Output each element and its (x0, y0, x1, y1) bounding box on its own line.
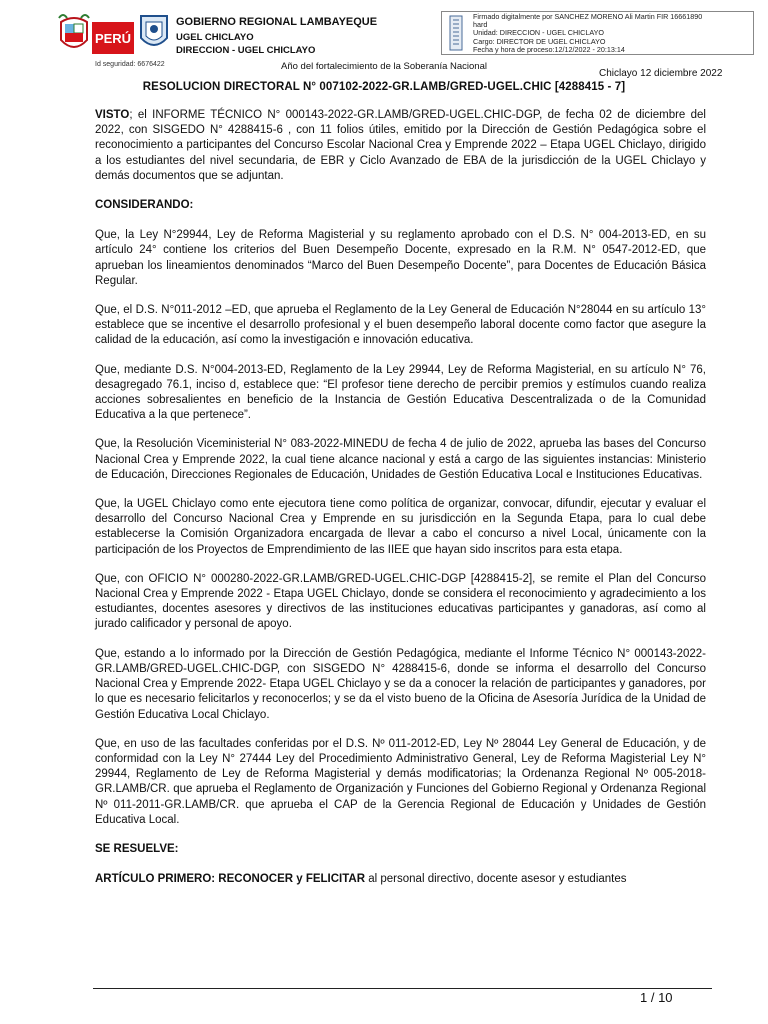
visto-paragraph (95, 108, 706, 184)
paragraph-rvm-083-2022: Que, la Resolución Viceministerial N° 083-2022-MINEDU de fecha 4 de julio de 2022, aprueba las bases del Concurso Nacional Crea y Emprende 2022, la cual tiene alcance nacional y está a cargo de las siguientes instancias: Ministerio de Educación, Direcciones Regionales de Educación, Unidades de Gestión Educativa Local e Instituciones Educativas. (95, 438, 706, 481)
lambayeque-crest-icon (138, 12, 170, 54)
page-number: 1 / 10 (640, 990, 673, 1005)
year-motto: Año del fortalecimiento de la Soberanía Nacional (281, 61, 487, 72)
paragraph-ds-004-2013: Que, mediante D.S. N°004-2013-ED, Reglamento de la Ley 29944, Ley de Reforma Magisterial, en su artículo N° 76, desagregado 76.1, inciso d, establece que: “El profesor tiene derecho de percibir premios y estímulos cuando realiza acciones sobresalientes en beneficio de la Instancia de Gestión Educativa Descentralizada o de la Comunidad Educativa a la que pertenece”. (95, 363, 706, 422)
paragraph-ds-011-2012: Que, el D.S. N°011-2012 –ED, que aprueba el Reglamento de la Ley General de Educación N°28044 en su artículo 13° establece que se incentive el desarrollo profesional y el buen desempeño laboral docente como factor que asegure la calidad de la educación, así como la investigación e innovación educativa. (95, 304, 706, 347)
paragraph-ley-29944: Que, la Ley N°29944, Ley de Reforma Magisterial y su reglamento aprobado con el D.S. N° 004-2013-ED, en su artículo 24° contiene los criterios del Buen Desempeño Docente, expresado en la R.M. N° 0547-2012-ED, que aprueban los lineamientos denominados “Marco del Buen Desempeño Docente”, para Docentes de Educación Básica Regular. (95, 229, 706, 287)
visto-label: VISTO (95, 109, 130, 121)
paragraph-informe-tecnico: Que, estando a lo informado por la Dirección de Gestión Pedagógica, mediante el Informe Técnico N° 000143-2022-GR.LAMB/GRED-UGEL.CHIC-DGP, con SISGEDO N° 4288415-6, donde se informa el desarrollo del Concurso Nacional Crea y Emprende 2022- Etapa UGEL Chiclayo y se da a conocer la relación de participantes y ganadores, por lo que es necesario felicitarlos y reconocerlos; y se da el visto bueno de la Oficina de Asesoría Jurídica de la Unidad de Gestión Educativa Local Chiclayo. (95, 647, 706, 721)
visto-text: ; el INFORME TÉCNICO N° 000143-2022-GR.LAMB/GRED-UGEL.CHIC-DGP, de fecha 02 de diciembre del 2022, con SISGEDO N° 4288415-6 , con 11 folios útiles, emitido por la Dirección de Gestión Pedagógica sobre el reconocimiento a participantes del Concurso Escolar Nacional Crea y Emprende 2022 – Etapa UGEL Chiclayo, dirigido a los estudiantes del nivel secundaria, de EBR y Ciclo Avanzado de EBA de la jurisdicción de la UGEL Chiclayo y demás documentos que se adjuntan. (95, 109, 706, 182)
article-one-text: al personal directivo, docente asesor y estudiantes (365, 873, 627, 886)
org-line-1: GOBIERNO REGIONAL LAMBAYEQUE (176, 16, 378, 28)
signature-signer: Firmado digitalmente por SANCHEZ MORENO Ali Martin FIR 16661890 (473, 12, 703, 21)
signature-signer-cont: hard (473, 20, 488, 30)
security-id: Id seguridad: 6676422 (95, 61, 165, 68)
signature-seal-icon (445, 14, 467, 52)
signature-timestamp: Fecha y hora de proceso:12/12/2022 - 20:13:14 (473, 44, 625, 54)
article-one (95, 872, 706, 887)
document-body (95, 108, 706, 901)
org-line-3: DIRECCION - UGEL CHICLAYO (176, 45, 316, 56)
signature-details (473, 13, 702, 54)
signature-role: Cargo: DIRECTOR DE UGEL CHICLAYO (473, 36, 606, 46)
peru-badge: PERÚ (92, 22, 134, 54)
paragraph-facultades: Que, en uso de las facultades conferidas por el D.S. Nº 011-2012-ED, Ley Nº 28044 Ley General de Educación, y de conformidad con la Ley N° 27444 Ley del Procedimiento Administrativo General, Ley de Reforma Magisterial Ley N° 29944, Reglamento de Ley de Reforma Magisterial y demás modificatorias; la Ordenanza Regional Nº 005-2018-GR.LAMB/CR. que aprueba el Reglamento de Organización y Funciones del Gobierno Regional y Ordenanza Regional Nº 011-2011-GR.LAMB/CR. que aprueba el CAP de la Gerencia Regional de Educación y Unidades de Gestión Educativa Local. (95, 737, 706, 826)
footer-divider (93, 988, 712, 989)
considerando-heading: CONSIDERANDO: (95, 199, 194, 212)
place-and-date: Chiclayo 12 diciembre 2022 (599, 68, 723, 79)
organization-heading (176, 16, 426, 57)
digital-signature-box (441, 11, 754, 55)
se-resuelve-heading: SE RESUELVE: (95, 842, 179, 855)
signature-unit: Unidad: DIRECCION - UGEL CHICLAYO (473, 28, 605, 38)
paragraph-ugel-policy: Que, la UGEL Chiclayo como ente ejecutora tiene como política de organizar, convocar, difundir, ejecutar y evaluar el desarrollo del Concurso Nacional Crea y Emprende en su jurisdicción en la Segunda Etapa, para lo cual debe establecerse la Comisión Organizadora encargada de llevar a cabo el concurso a nivel Local, únicamente con la participación de los Proyectos de Emprendimiento de las IIEE que hayan sido inscritos para esta etapa. (95, 498, 706, 556)
org-line-2: UGEL CHICLAYO (176, 32, 254, 43)
article-one-label: ARTÍCULO PRIMERO: RECONOCER y FELICITAR (95, 873, 366, 886)
resolution-title: RESOLUCION DIRECTORAL N° 007102-2022-GR.LAMB/GRED-UGEL.CHIC [4288415 - 7] (142, 81, 626, 93)
paragraph-oficio: Que, con OFICIO N° 000280-2022-GR.LAMB/GRED-UGEL.CHIC-DGP [4288415-2], se remite el Plan del Concurso Nacional Crea y Emprende 2022 - Etapa UGEL Chiclayo, donde se considera el reconocimiento y agradecimiento a los estudiantes, docentes asesores y directivos de las instituciones educativas participantes y ganadoras, así como al jurado calificador y personal de apoyo. (95, 572, 706, 631)
peru-coat-of-arms-icon (57, 12, 91, 56)
